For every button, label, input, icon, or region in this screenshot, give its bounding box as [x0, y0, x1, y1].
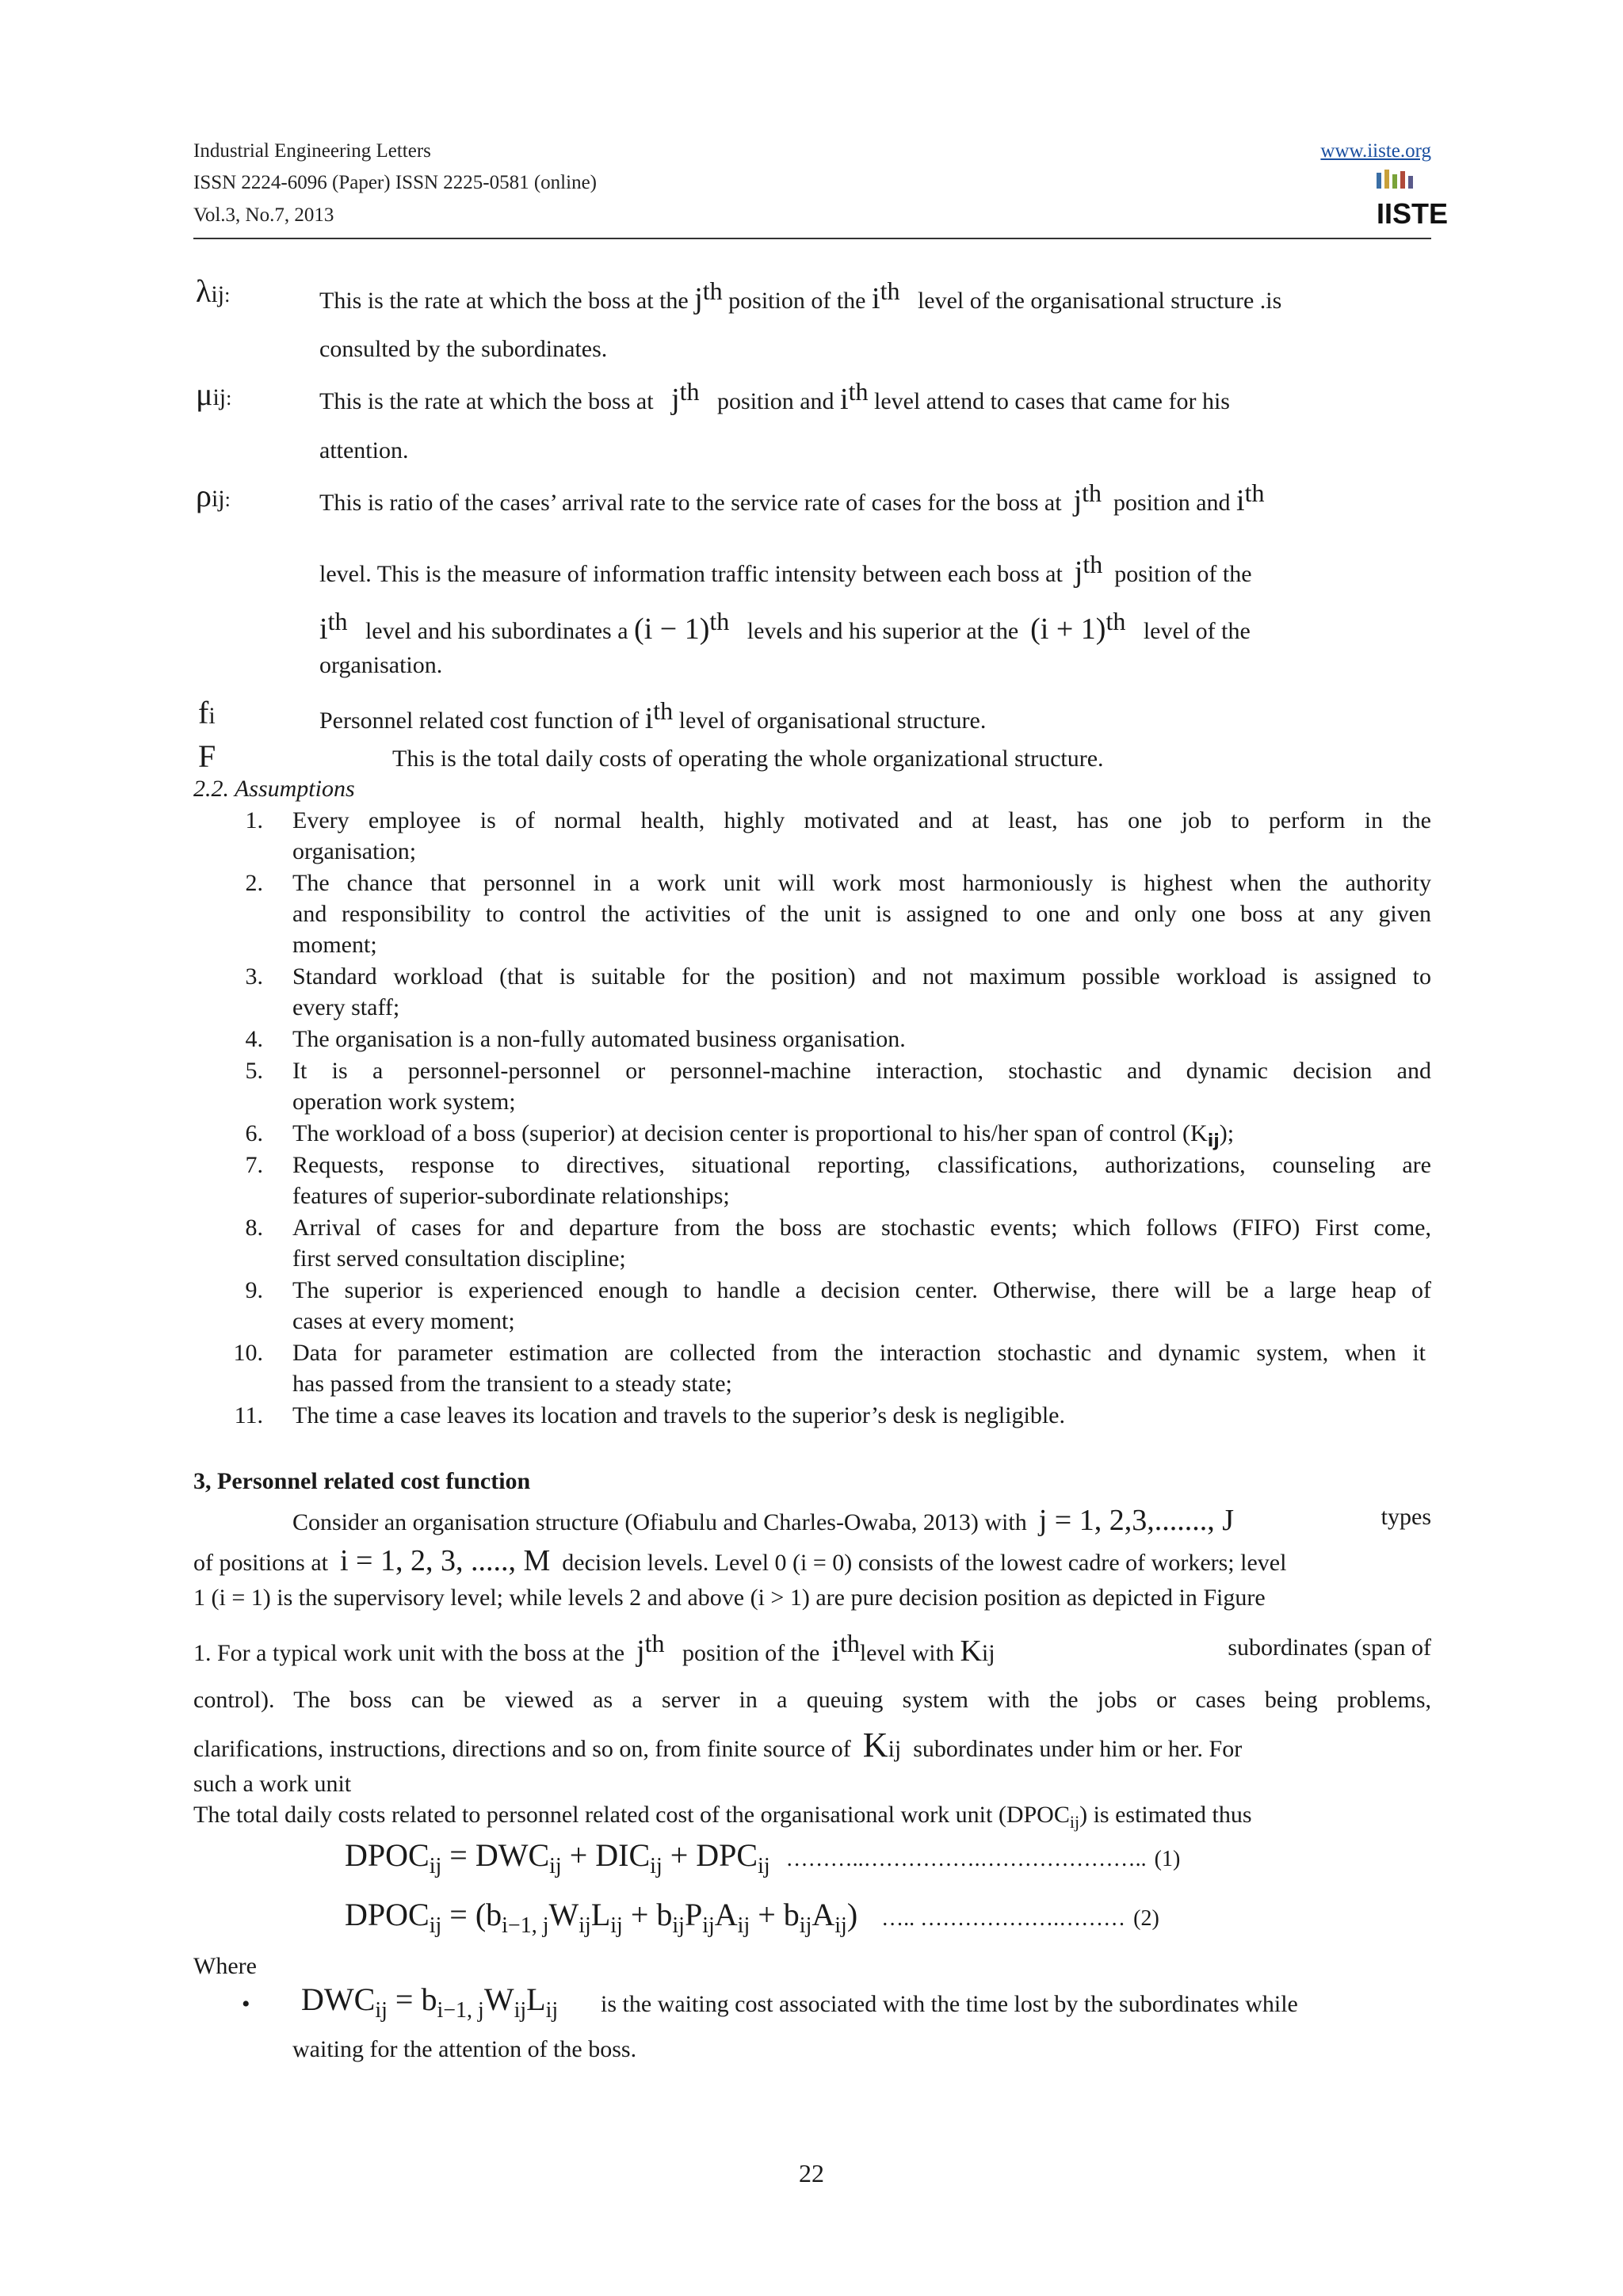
rho-definition-line2: level. This is the measure of information traffic intensity between each boss at jth position of the — [319, 550, 1252, 589]
lambda-symbol: λij: — [196, 273, 231, 309]
section3-line7: such a work unit — [193, 1771, 352, 1797]
assumption-text: cases at every moment; — [292, 1308, 515, 1334]
equation-1: $DPOC_{ij} = DWC_{ij} + DIC_{ij} + DPC_{ij}$ ………..…………….………………….. (1) — [345, 1837, 1181, 1878]
assumption-number: 2. — [245, 870, 263, 896]
assumption-number: 4. — [245, 1026, 263, 1052]
assumption-text: Standard workload (that is suitable for the position) and not maximum possible workload is assigned to — [292, 963, 1431, 990]
bullet-equation: $DWC_{ij} = b_{i-1, j}W_{ij}L_{ij}$ — [301, 1981, 559, 2023]
lambda-definition-line1: This is the rate at which the boss at the jth position of the ith level of the organisational structure .is — [319, 277, 1282, 315]
mu-definition-line2: attention. — [319, 437, 409, 463]
assumption-text: operation work system; — [292, 1089, 516, 1115]
rho-definition-line1: This is ratio of the cases’ arrival rate to the service rate of cases for the boss at jth position and ith — [319, 479, 1265, 517]
journal-issn: ISSN 2224-6096 (Paper) ISSN 2225-0581 (online) — [193, 172, 597, 193]
assumption-number: 8. — [245, 1215, 263, 1241]
journal-volume: Vol.3, No.7, 2013 — [193, 204, 334, 226]
assumption-text: The workload of a boss (superior) at decision center is proportional to his/her span of control $(K_{ij})$; — [292, 1120, 1235, 1151]
svg-text:IISTE: IISTE — [1377, 197, 1449, 230]
rho-definition-line4: organisation. — [319, 652, 443, 678]
f-symbol: fi — [198, 695, 216, 730]
f-definition: Personnel related cost function of ith level of organisational structure. — [319, 696, 987, 735]
assumption-text: first served consultation discipline; — [292, 1245, 626, 1272]
assumption-text: The time a case leaves its location and travels to the superior’s desk is negligible. — [292, 1402, 1065, 1428]
assumption-number: 9. — [245, 1277, 263, 1303]
section3-line4: 1. For a typical work unit with the boss at the jth position of the ithlevel with Kij subordinates (span of — [193, 1629, 1431, 1668]
assumption-text: The chance that personnel in a work unit will work most harmoniously is highest when the authority — [292, 870, 1431, 896]
assumption-number: 3. — [245, 963, 263, 990]
assumption-number: 11. — [234, 1402, 263, 1428]
section-heading: 3, Personnel related cost function — [193, 1468, 531, 1494]
assumption-number: 1. — [245, 807, 263, 833]
F-symbol: F — [198, 738, 216, 774]
assumption-text: moment; — [292, 932, 377, 958]
assumption-text: organisation; — [292, 838, 417, 864]
assumption-text: features of superior-subordinate relationships; — [292, 1183, 730, 1209]
F-definition: This is the total daily costs of operating the whole organizational structure. — [392, 746, 1104, 772]
section3-line5: control). The boss can be viewed as a server in a queuing system with the jobs or cases being problems, — [193, 1687, 1431, 1713]
assumption-text: Every employee is of normal health, highly motivated and at least, has one job to perform in the — [292, 807, 1431, 833]
header-rule — [193, 238, 1431, 239]
where-label: Where — [193, 1953, 257, 1979]
assumption-text: It is a personnel-personnel or personnel-machine interaction, stochastic and dynamic decision and — [292, 1058, 1431, 1084]
mu-symbol: μij: — [196, 376, 232, 412]
assumption-text: has passed from the transient to a steady state; — [292, 1371, 732, 1397]
section3-line8: The total daily costs related to personnel related cost of the organisational work unit $(DPOC_{ij})$ is estimated thus — [193, 1802, 1252, 1832]
journal-title: Industrial Engineering Letters — [193, 140, 431, 162]
assumption-number: 6. — [245, 1120, 263, 1146]
mu-definition-line1: This is the rate at which the boss at jth position and ith level attend to cases that came for his — [319, 377, 1230, 416]
rho-definition-line3: ith level and his subordinates a (i − 1)th levels and his superior at the (i + 1)th level of the — [319, 607, 1251, 646]
section3-line2: of positions at i = 1, 2, 3, ....., M decision levels. Level 0 (i = 0) consists of the lowest cadre of workers; level — [193, 1544, 1287, 1577]
assumption-text: every staff; — [292, 994, 400, 1020]
section3-line3: 1 (i = 1) is the supervisory level; while levels 2 and above (i > 1) are pure decision position as depicted in Figure — [193, 1585, 1266, 1611]
bullet-text-line2: waiting for the attention of the boss. — [292, 2036, 637, 2062]
journal-url-link[interactable]: www.iiste.org — [1320, 140, 1431, 162]
assumption-number: 7. — [245, 1152, 263, 1178]
assumptions-heading: 2.2. Assumptions — [193, 776, 355, 802]
page-number: 22 — [799, 2159, 824, 2187]
assumption-number: 5. — [245, 1058, 263, 1084]
iiste-logo — [1375, 166, 1449, 230]
assumption-text: The superior is experienced enough to handle a decision center. Otherwise, there will be a large heap of — [292, 1277, 1431, 1303]
bullet-dot: • — [242, 1991, 250, 2017]
rho-symbol: ρij: — [196, 478, 231, 513]
assumption-text: Arrival of cases for and departure from the boss are stochastic events; which follows (FIFO) First come, — [292, 1215, 1431, 1241]
equation-2: $DPOC_{ij} = (b_{i-1, j}W_{ij}L_{ij} + b_{ij}P_{ij}A_{ij} + b_{ij}A_{ij})$ ….. ……………….……… (2) — [345, 1897, 1159, 1938]
section3-line1: Consider an organisation structure (Ofiabulu and Charles-Owaba, 2013) with j = 1, 2,3,......., J types — [292, 1504, 1431, 1537]
assumption-number: 10. — [233, 1340, 263, 1366]
section3-line6: clarifications, instructions, directions and so on, from finite source of Kij subordinates under him or her. For — [193, 1726, 1243, 1764]
assumption-text: Data for parameter estimation are collected from the interaction stochastic and dynamic system, when it — [292, 1340, 1426, 1366]
assumption-text: The organisation is a non-fully automated business organisation. — [292, 1026, 906, 1052]
bullet-text-line1: is the waiting cost associated with the time lost by the subordinates while — [601, 1991, 1298, 2017]
lambda-definition-line2: consulted by the subordinates. — [319, 336, 608, 362]
assumption-text: and responsibility to control the activities of the unit is assigned to one and only one boss at any given — [292, 901, 1431, 927]
assumption-text: Requests, response to directives, situational reporting, classifications, authorizations, counseling are — [292, 1152, 1431, 1178]
